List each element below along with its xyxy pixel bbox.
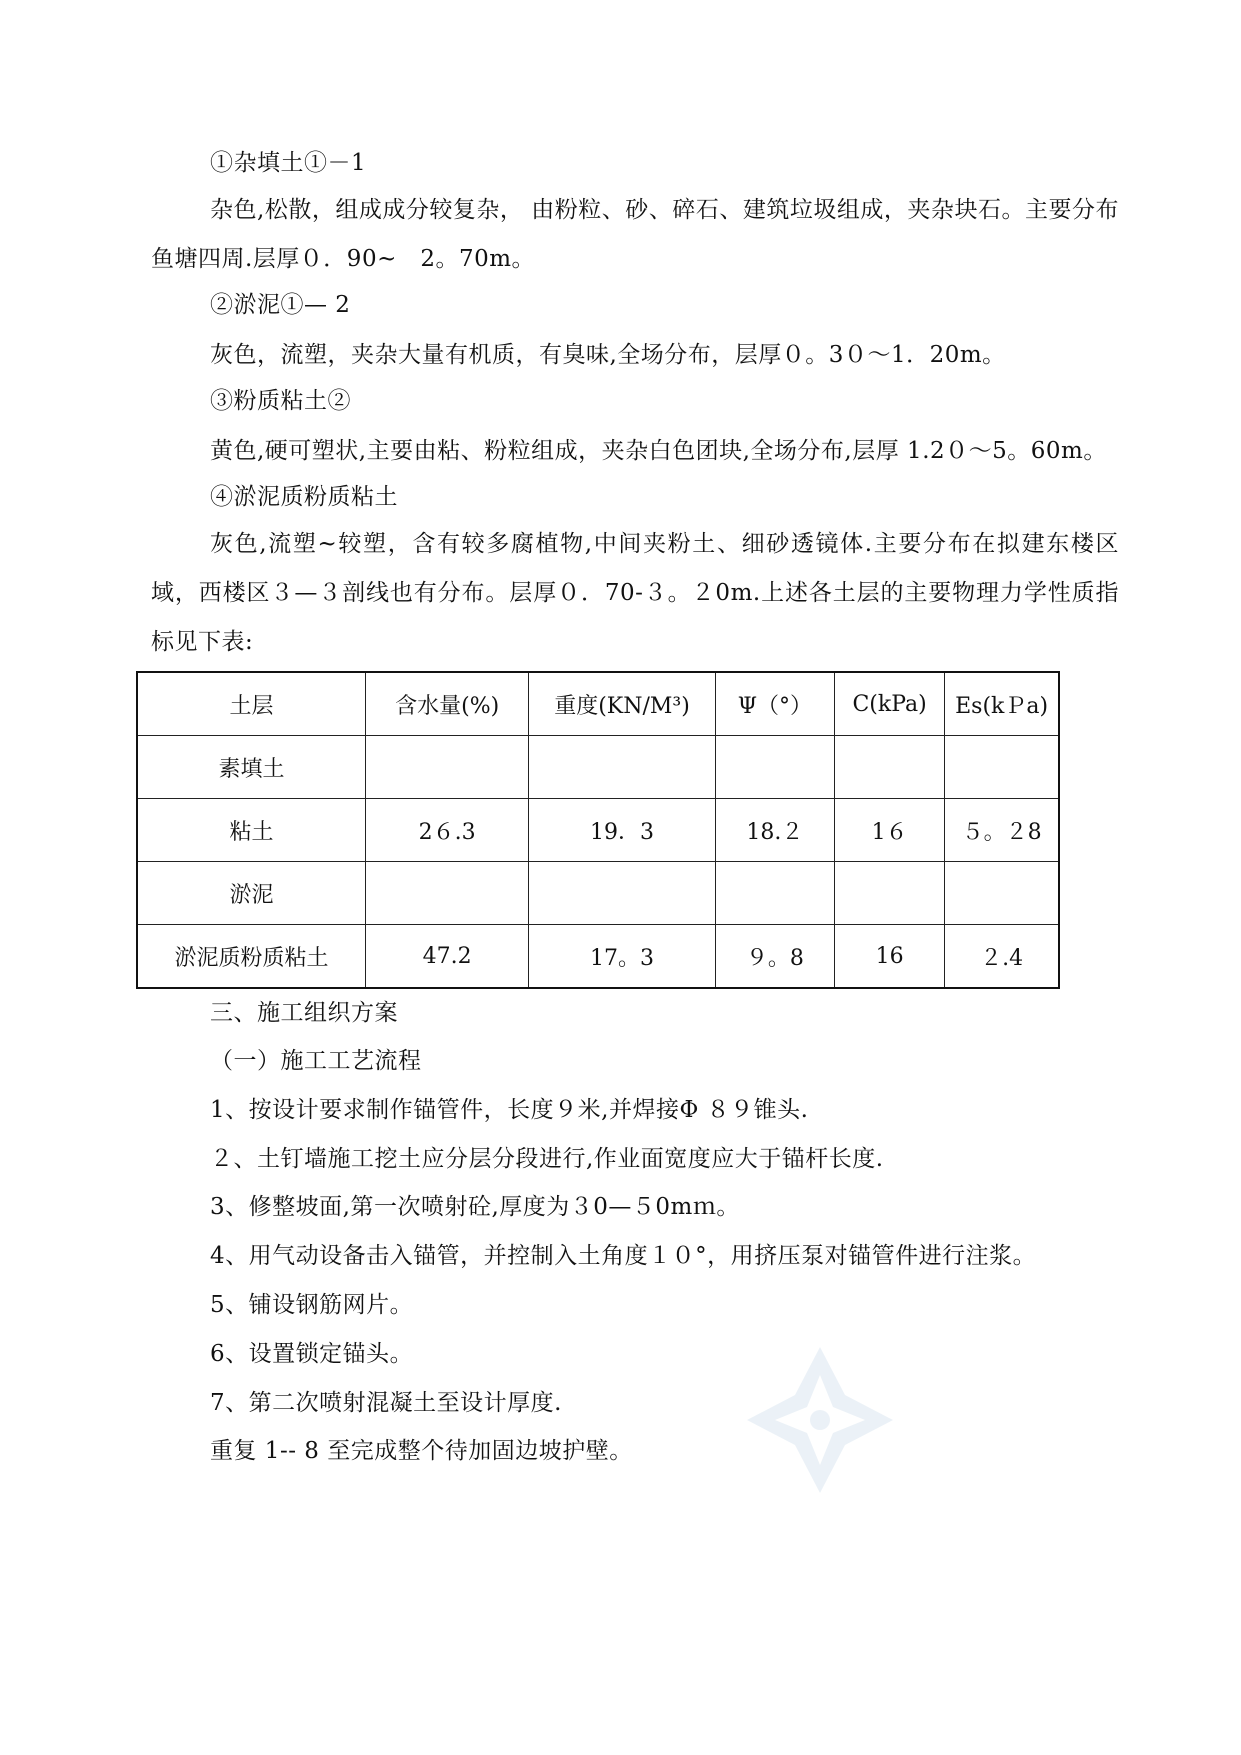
table-cell [945, 736, 1059, 799]
table-row [137, 862, 1059, 925]
watermark-logo-icon [745, 1345, 895, 1495]
repeat-note: 重复 1-- 8 至完成整个待加固边坡护壁。 [210, 1438, 633, 1464]
table-header-cell: 重度(KN/M³) [529, 672, 715, 736]
layer-2-title: ②淤泥①— 2 [210, 292, 351, 318]
table-cell: ２.4 [945, 925, 1059, 989]
table-row [137, 736, 1059, 799]
table-header-cell: 土层 [137, 672, 365, 736]
step-item: 4、用气动设备击入锚管，并控制入土角度１０°，用挤压泵对锚管件进行注浆。 [210, 1243, 1037, 1269]
step-item: 3、修整坡面,第一次喷射砼,厚度为３0—５0mｍ。 [210, 1194, 740, 1220]
section-subtitle: （一）施工工艺流程 [210, 1048, 422, 1074]
table-cell: 16 [834, 925, 944, 989]
layer-2-description: 灰色，流塑，夹杂大量有机质，有臭味,全场分布，层厚０。3０～1．20m。 [210, 342, 1006, 368]
table-cell: 素填土 [137, 736, 365, 799]
table-cell [945, 862, 1059, 925]
table-cell: ９。8 [715, 925, 834, 989]
section-title: 三、施工组织方案 [210, 1000, 398, 1026]
table-cell [715, 862, 834, 925]
layer-1-description: 杂色,松散，组成成分较复杂， 由粉粒、砂、碎石、建筑垃圾组成，夹杂块石。主要分布鱼塘四周.层厚０．90~ 2。70m。 [151, 197, 1119, 272]
step-item: ２、土钉墙施工挖土应分层分段进行,作业面宽度应大于锚杆长度. [210, 1146, 884, 1172]
table-header-cell: Ψ（°） [715, 672, 834, 736]
layer-1-title: ①杂填土①－1 [210, 150, 367, 176]
table-cell: 19．3 [529, 799, 715, 862]
table-cell [365, 862, 528, 925]
table-cell [834, 862, 944, 925]
table-cell: 淤泥质粉质粘土 [137, 925, 365, 989]
soil-properties-table [136, 671, 1060, 989]
table-row [137, 925, 1059, 989]
table-cell [715, 736, 834, 799]
table-cell [529, 736, 715, 799]
table-cell: 粘土 [137, 799, 365, 862]
layer-4-description: 灰色,流塑~较塑，含有较多腐植物,中间夹粉土、细砂透镜体.主要分布在拟建东楼区域，西楼区３—３剖线也有分布。层厚０．70-３。２0m.上述各土层的主要物理力学性质指标见下表: [151, 531, 1119, 655]
table-cell [834, 736, 944, 799]
table-cell: 淤泥 [137, 862, 365, 925]
table-cell: ５。２8 [945, 799, 1059, 862]
step-item: 5、铺设钢筋网片。 [210, 1292, 414, 1318]
table-cell: 47.2 [365, 925, 528, 989]
table-row [137, 799, 1059, 862]
step-item: 1、按设计要求制作锚管件，长度９米,并焊接Φ ８９锥头. [210, 1097, 809, 1123]
table-header-cell: Es(kＰa) [945, 672, 1059, 736]
table-header-row [137, 672, 1059, 736]
step-item: 6、设置锁定锚头。 [210, 1341, 414, 1367]
table-cell [365, 736, 528, 799]
table-cell: 1６ [834, 799, 944, 862]
table-cell: 18.２ [715, 799, 834, 862]
table-cell: 17。3 [529, 925, 715, 989]
step-item: 7、第二次喷射混凝土至设计厚度. [210, 1390, 562, 1416]
table-header-cell: C(kPa) [834, 672, 944, 736]
layer-3-description: 黄色,硬可塑状,主要由粘、粉粒组成，夹杂白色团块,全场分布,层厚 1.2０～5。60m。 [210, 438, 1107, 464]
table-cell: 2６.3 [365, 799, 528, 862]
table-cell [529, 862, 715, 925]
layer-4-title: ④淤泥质粉质粘土 [210, 484, 398, 510]
layer-3-title: ③粉质粘土② [210, 388, 351, 414]
table-header-cell: 含水量(%) [365, 672, 528, 736]
